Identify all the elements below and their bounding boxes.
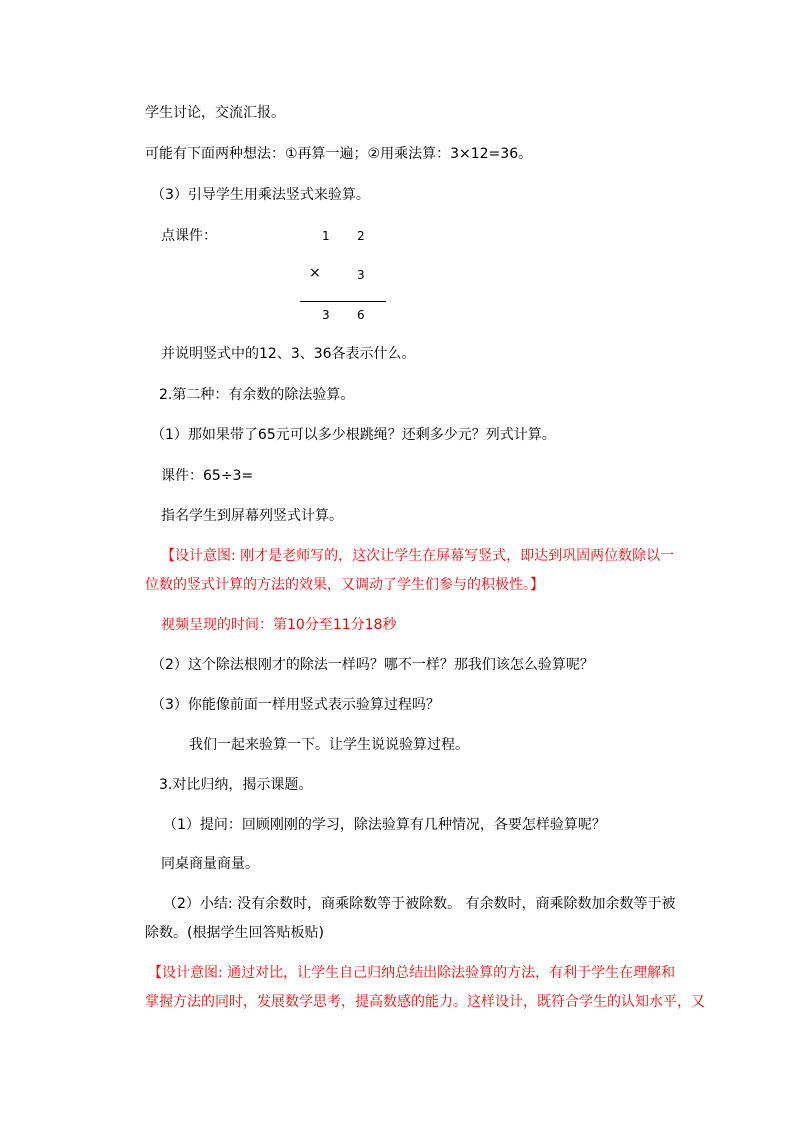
calc-result-tens: 3 [322, 308, 330, 322]
paragraph-compare-division: （2）这个除法根刚才的除法一样吗？哪不一样？那我们该怎么验算呢？ [151, 657, 594, 673]
paragraph-question-review: （1）提问：回顾刚刚的学习，除法验算有几种情况，各要怎样验算呢？ [163, 817, 606, 833]
paragraph-question-65-yuan: （1）那如果带了65元可以多少根跳绳？还剩多少元？列式计算。 [151, 427, 556, 443]
calc-row2-digit: 3 [357, 268, 365, 282]
design-intent-1-line2: 位数的竖式计算的方法的效果，又调动了学生们参与的积极性。】 [145, 577, 544, 593]
paragraph-check-together: 我们一起来验算一下。让学生说说验算过程。 [189, 737, 469, 753]
calc-underline [300, 301, 386, 302]
paragraph-explain-meaning: 并说明竖式中的12、3、36各表示什么。 [161, 346, 416, 362]
design-intent-1-line1: 【设计意图: 刚才是老师写的，这次让学生在屏幕写竖式，即达到巩固两位数除以一 [161, 548, 675, 564]
summary-line2: 除数。(根据学生回答贴板贴) [145, 925, 324, 941]
design-intent-2-line1: 【设计意图: 通过对比，让学生自己归纳总结出除法验算的方法，有利于学生在理解和 [148, 965, 676, 981]
design-intent-2-line2: 掌握方法的同时，发展数学思考，提高数感的能力。这样设计，既符合学生的认知水平，又 [145, 994, 705, 1010]
calc-result-ones: 6 [357, 308, 365, 322]
courseware-expression: 课件：65÷3= [161, 468, 254, 484]
courseware-label: 点课件： [161, 228, 217, 244]
paragraph-student-screen: 指名学生到屏幕列竖式计算。 [161, 508, 343, 524]
times-sign: × [309, 265, 321, 281]
paragraph-deskmate-discuss: 同桌商量商量。 [161, 856, 259, 872]
paragraph-vertical-check: （3）你能像前面一样用竖式表示验算过程吗？ [151, 697, 440, 713]
paragraph-discussion: 学生讨论，交流汇报。 [145, 105, 285, 121]
calc-row1-digit-tens: 1 [322, 229, 330, 243]
paragraph-guide-vertical-multiplication: （3）引导学生用乘法竖式来验算。 [151, 187, 370, 203]
video-time-note: 视频呈现的时间：第10分至11分18秒 [161, 617, 397, 633]
paragraph-two-ideas: 可能有下面两种想法：①再算一遍；②用乘法算：3×12=36。 [145, 146, 533, 162]
summary-line1: （2）小结: 没有余数时，商乘除数等于被除数。 有余数时，商乘除数加余数等于被 [163, 896, 676, 912]
section-remainder-division: 2.第二种：有余数的除法验算。 [159, 387, 355, 403]
calc-row1-digit-ones: 2 [357, 229, 365, 243]
section-compare-summarize: 3.对比归纳，揭示课题。 [159, 777, 313, 793]
